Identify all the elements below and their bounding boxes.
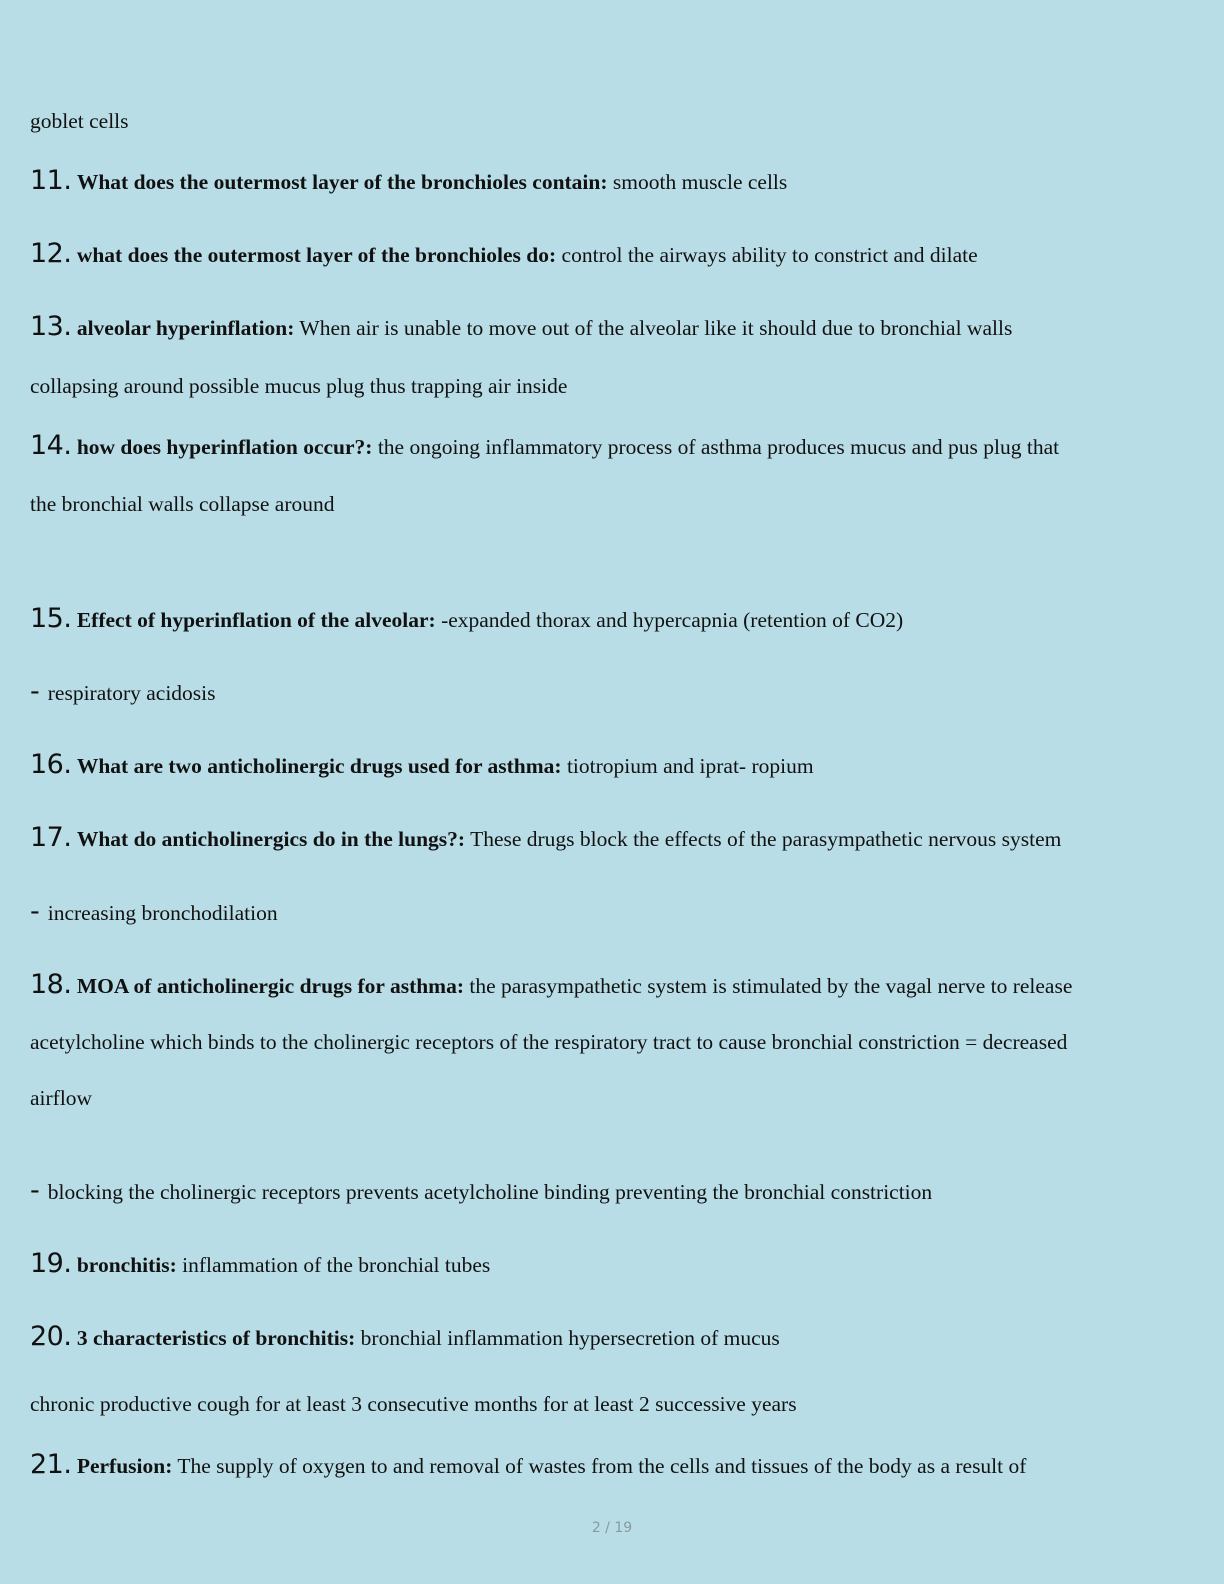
card-item-18 xyxy=(30,971,1194,1000)
item-number: 19. xyxy=(30,1248,72,1279)
question-text: bronchitis: xyxy=(76,1253,177,1277)
item-number: 21. xyxy=(30,1449,72,1480)
question-text: alveolar hyperinflation: xyxy=(76,316,295,340)
question-text: how does hyperinflation occur?: xyxy=(76,435,373,459)
answer-text: the bronchial walls collapse around xyxy=(30,492,335,516)
card-item-20-continued xyxy=(30,1390,1194,1418)
answer-text: blocking the cholinergic receptors prevents acetylcholine binding preventing the bronchial constriction xyxy=(47,1180,933,1204)
question-text: MOA of anticholinergic drugs for asthma: xyxy=(76,974,465,998)
item-number: 15. xyxy=(30,603,72,634)
card-item-17-bullet xyxy=(30,898,1194,927)
item-number: 14. xyxy=(30,430,72,461)
answer-text: acetylcholine which binds to the cholinergic receptors of the respiratory tract to cause bronchial constriction = decreased xyxy=(30,1030,1068,1054)
item-number: 17. xyxy=(30,822,72,853)
item-number: 13. xyxy=(30,311,72,342)
card-item-18-bullet xyxy=(30,1177,1194,1206)
answer-text: goblet cells xyxy=(30,109,129,133)
answer-text: respiratory acidosis xyxy=(47,681,216,705)
question-text: 3 characteristics of bronchitis: xyxy=(76,1326,356,1350)
bullet-dash: - xyxy=(30,676,40,707)
card-item-15-bullet xyxy=(30,678,1194,707)
answer-text: control the airways ability to constrict and dilate xyxy=(556,243,978,267)
answer-text: the parasympathetic system is stimulated by the vagal nerve to release xyxy=(464,974,1073,998)
card-item-18-continued-2 xyxy=(30,1084,1194,1112)
item-number: 20. xyxy=(30,1321,72,1352)
bullet-dash: - xyxy=(30,1175,40,1206)
answer-text: airflow xyxy=(30,1086,93,1110)
card-item-18-continued xyxy=(30,1028,1194,1056)
card-item-19 xyxy=(30,1250,1194,1279)
answer-text: When air is unable to move out of the alveolar like it should due to bronchial walls xyxy=(294,316,1013,340)
answer-text: The supply of oxygen to and removal of wastes from the cells and tissues of the body as a result of xyxy=(172,1454,1027,1478)
card-item-12 xyxy=(30,240,1194,269)
question-text: What do anticholinergics do in the lungs?: xyxy=(76,827,466,851)
card-item-13 xyxy=(30,313,1194,342)
card-item-13-continued xyxy=(30,372,1194,400)
card-item-21 xyxy=(30,1451,1194,1480)
answer-text: These drugs block the effects of the parasympathetic nervous system xyxy=(465,827,1062,851)
question-text: what does the outermost layer of the bronchioles do: xyxy=(76,243,557,267)
answer-text: bronchial inflammation hypersecretion of mucus xyxy=(355,1326,780,1350)
card-item-20 xyxy=(30,1323,1194,1352)
answer-text: collapsing around possible mucus plug thus trapping air inside xyxy=(30,374,568,398)
answer-text: increasing bronchodilation xyxy=(47,901,278,925)
answer-text: tiotropium and iprat- ropium xyxy=(561,754,814,778)
card-item-15 xyxy=(30,605,1194,634)
question-text: Perfusion: xyxy=(76,1454,173,1478)
card-item-17 xyxy=(30,824,1194,853)
item-number: 18. xyxy=(30,969,72,1000)
answer-text: -expanded thorax and hypercapnia (retention of CO2) xyxy=(435,608,904,632)
item-number: 16. xyxy=(30,749,72,780)
answer-text: the ongoing inflammatory process of asthma produces mucus and pus plug that xyxy=(372,435,1060,459)
question-text: Effect of hyperinflation of the alveolar: xyxy=(76,608,436,632)
page-indicator: 2 / 19 xyxy=(591,1520,633,1536)
question-text: What does the outermost layer of the bronchioles contain: xyxy=(76,170,608,194)
card-item-14-continued xyxy=(30,490,1194,518)
card-item-11 xyxy=(30,167,1194,196)
answer-text: inflammation of the bronchial tubes xyxy=(176,1253,491,1277)
answer-text: chronic productive cough for at least 3 consecutive months for at least 2 successive years xyxy=(30,1392,797,1416)
continuation-text xyxy=(30,107,1194,135)
card-item-14 xyxy=(30,432,1194,461)
question-text: What are two anticholinergic drugs used for asthma: xyxy=(76,754,562,778)
answer-text: smooth muscle cells xyxy=(607,170,788,194)
item-number: 11. xyxy=(30,165,72,196)
bullet-dash: - xyxy=(30,896,40,927)
item-number: 12. xyxy=(30,238,72,269)
card-item-16 xyxy=(30,751,1194,780)
